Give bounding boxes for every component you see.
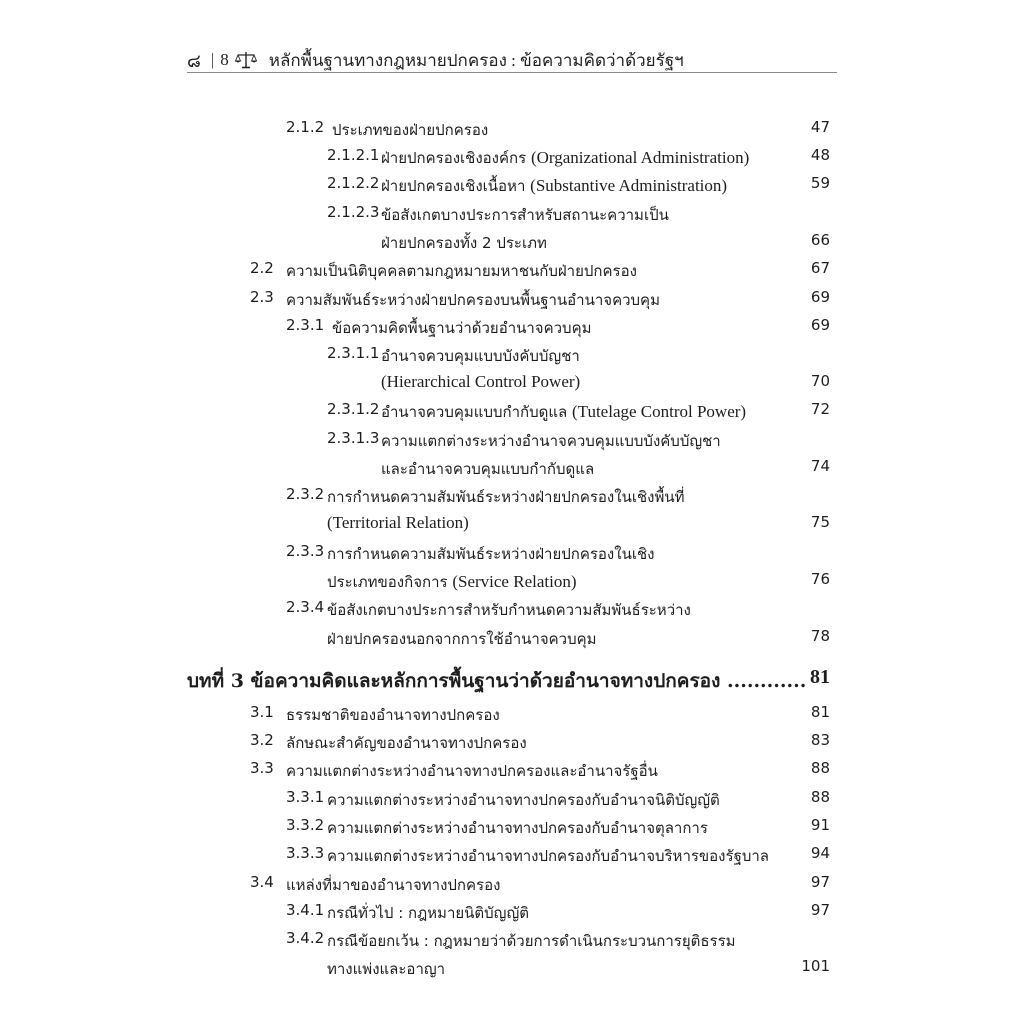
page-number: 91 (810, 816, 830, 834)
book-title: หลักพื้นฐานทางกฎหมายปกครอง : ข้อความคิดว่าด้วยรัฐฯ (268, 50, 684, 70)
toc-entry (0, 344, 1024, 372)
toc-entry (0, 146, 1024, 174)
section-title: การกำหนดความสัมพันธ์ระหว่างฝ่ายปกครองในเชิง (327, 545, 655, 563)
toc-entry (0, 759, 1024, 787)
section-number: 2.3.1.2 (327, 400, 380, 418)
section-number: 2.3.1 (286, 316, 325, 334)
running-header (187, 48, 837, 73)
page-number: 74 (810, 457, 830, 475)
section-number: 2.3.2 (286, 485, 325, 503)
toc-entry (0, 844, 1024, 872)
toc-entry (0, 400, 1024, 428)
page-number: 97 (810, 873, 830, 891)
section-title: อำนาจควบคุมแบบบังคับบัญชา (381, 347, 580, 365)
section-title (381, 372, 580, 392)
section-number: 3.3.1 (286, 788, 325, 806)
title-english: (Hierarchical Control Power) (381, 372, 581, 391)
toc-entry-continuation (0, 231, 1024, 259)
section-title: ความเป็นนิติบุคคลตามกฎหมายมหาชนกับฝ่ายปกครอง (286, 262, 637, 280)
page-number: 78 (810, 627, 830, 645)
page-number: 101 (801, 957, 830, 975)
section-number: 2.1.2 (286, 118, 325, 136)
page-number: 76 (810, 570, 830, 588)
section-title: ประเภทของฝ่ายปกครอง (332, 121, 489, 139)
section-number: 2.1.2.2 (327, 174, 380, 192)
toc-entry (0, 174, 1024, 202)
section-number: 2.3.4 (286, 598, 325, 616)
toc-entry (0, 203, 1024, 231)
section-number: 3.4 (250, 873, 274, 891)
title-english: (Substantive Administration) (530, 176, 728, 195)
section-title (381, 400, 746, 424)
title-english: (Tutelage Control Power) (572, 402, 747, 421)
toc-entry-continuation (0, 570, 1024, 598)
page-number: 81 (810, 666, 830, 688)
toc-entry-continuation (0, 957, 1024, 985)
header-separator: | (210, 50, 215, 69)
section-title: ความแตกต่างระหว่างอำนาจทางปกครองกับอำนาจนิติบัญญัติ (327, 791, 720, 809)
page-number: 69 (810, 316, 830, 334)
section-title: กรณีทั่วไป : กฎหมายนิติบัญญัติ (327, 904, 529, 922)
page-number: 66 (810, 231, 830, 249)
page-number: 75 (810, 513, 830, 531)
page-number: 47 (810, 118, 830, 136)
scales-of-justice-icon (235, 51, 257, 69)
section-title: ความแตกต่างระหว่างอำนาจทางปกครองและอำนาจรัฐอื่น (286, 762, 658, 780)
page-number: 48 (810, 146, 830, 164)
toc-entry-continuation (0, 513, 1024, 541)
title-thai: อำนาจควบคุมแบบกำกับดูแล (381, 403, 568, 421)
section-title (381, 146, 749, 170)
chapter-heading (0, 666, 1024, 698)
toc-entry (0, 288, 1024, 316)
page-number: 70 (810, 372, 830, 390)
toc-entry-continuation (0, 457, 1024, 485)
section-number: 2.3.1.1 (327, 344, 380, 362)
section-number: 2.1.2.3 (327, 203, 380, 221)
toc-entry (0, 929, 1024, 957)
section-title: และอำนาจควบคุมแบบกำกับดูแล (381, 460, 595, 478)
section-title: ความแตกต่างระหว่างอำนาจทางปกครองกับอำนาจตุลาการ (327, 819, 708, 837)
toc-entry (0, 118, 1024, 146)
section-title: การกำหนดความสัมพันธ์ระหว่างฝ่ายปกครองในเชิงพื้นที่ (327, 488, 685, 506)
section-title: ความแตกต่างระหว่างอำนาจควบคุมแบบบังคับบัญชา (381, 432, 721, 450)
page-number: 83 (810, 731, 830, 749)
section-number: 3.3 (250, 759, 274, 777)
toc-entry (0, 901, 1024, 929)
section-number: 3.3.2 (286, 816, 325, 834)
section-number: 3.3.3 (286, 844, 325, 862)
section-title (327, 570, 577, 594)
section-title: ข้อสังเกตบางประการสำหรับกำหนดความสัมพันธ์ระหว่าง (327, 601, 691, 619)
toc-entry (0, 429, 1024, 457)
toc-entry (0, 485, 1024, 513)
section-title (381, 174, 727, 198)
thai-page-number: ๘ (187, 50, 201, 71)
toc-entry (0, 731, 1024, 759)
title-english: (Organizational Administration) (530, 148, 750, 167)
section-number: 3.1 (250, 703, 274, 721)
section-title: ความแตกต่างระหว่างอำนาจทางปกครองกับอำนาจบริหารของรัฐบาล (327, 847, 769, 865)
toc-entry (0, 703, 1024, 731)
title-english: (Service Relation) (452, 572, 577, 591)
section-title: ความสัมพันธ์ระหว่างฝ่ายปกครองบนพื้นฐานอำนาจควบคุม (286, 291, 660, 309)
section-title: ลักษณะสำคัญของอำนาจทางปกครอง (286, 734, 527, 752)
page-number: 67 (810, 259, 830, 277)
title-thai: ประเภทของกิจการ (327, 573, 448, 591)
section-title: แหล่งที่มาของอำนาจทางปกครอง (286, 876, 501, 894)
toc-entry (0, 816, 1024, 844)
section-title: ทางแพ่งและอาญา (327, 960, 446, 978)
section-number: 3.2 (250, 731, 274, 749)
section-title: ข้อสังเกตบางประการสำหรับสถานะความเป็น (381, 206, 669, 224)
arabic-page-number: 8 (220, 50, 229, 69)
toc-entry (0, 598, 1024, 626)
section-title: ฝ่ายปกครองทั้ง 2 ประเภท (381, 234, 547, 252)
section-title: กรณีข้อยกเว้น : กฎหมายว่าด้วยการดำเนินกระบวนการยุติธรรม (327, 932, 736, 950)
section-number: 3.4.2 (286, 929, 325, 947)
chapter-title: บทที่ 3 ข้อความคิดและหลักการพื้นฐานว่าด้วยอำนาจทางปกครอง ............ (187, 670, 807, 692)
page-number: 88 (810, 788, 830, 806)
section-number: 2.3 (250, 288, 274, 306)
page-number: 69 (810, 288, 830, 306)
title-thai: ฝ่ายปกครองเชิงองค์กร (381, 149, 527, 167)
section-title: ธรรมชาติของอำนาจทางปกครอง (286, 706, 500, 724)
toc-entry (0, 259, 1024, 287)
page-number: 59 (810, 174, 830, 192)
section-number: 2.1.2.1 (327, 146, 380, 164)
toc-entry-continuation (0, 372, 1024, 400)
toc-entry (0, 542, 1024, 570)
toc-entry (0, 316, 1024, 344)
toc-entry-continuation (0, 627, 1024, 655)
toc-entry (0, 788, 1024, 816)
section-title: ฝ่ายปกครองนอกจากการใช้อำนาจควบคุม (327, 630, 597, 648)
title-english: (Territorial Relation) (327, 513, 469, 532)
page-number: 94 (810, 844, 830, 862)
section-number: 2.3.1.3 (327, 429, 380, 447)
title-thai: ฝ่ายปกครองเชิงเนื้อหา (381, 177, 526, 195)
toc-entry (0, 873, 1024, 901)
page-number: 81 (810, 703, 830, 721)
page-number: 97 (810, 901, 830, 919)
section-number: 3.4.1 (286, 901, 325, 919)
section-title (327, 513, 469, 533)
section-number: 2.3.3 (286, 542, 325, 560)
section-title: ข้อความคิดพื้นฐานว่าด้วยอำนาจควบคุม (332, 319, 592, 337)
section-number: 2.2 (250, 259, 274, 277)
page-number: 88 (810, 759, 830, 777)
page-number: 72 (810, 400, 830, 418)
